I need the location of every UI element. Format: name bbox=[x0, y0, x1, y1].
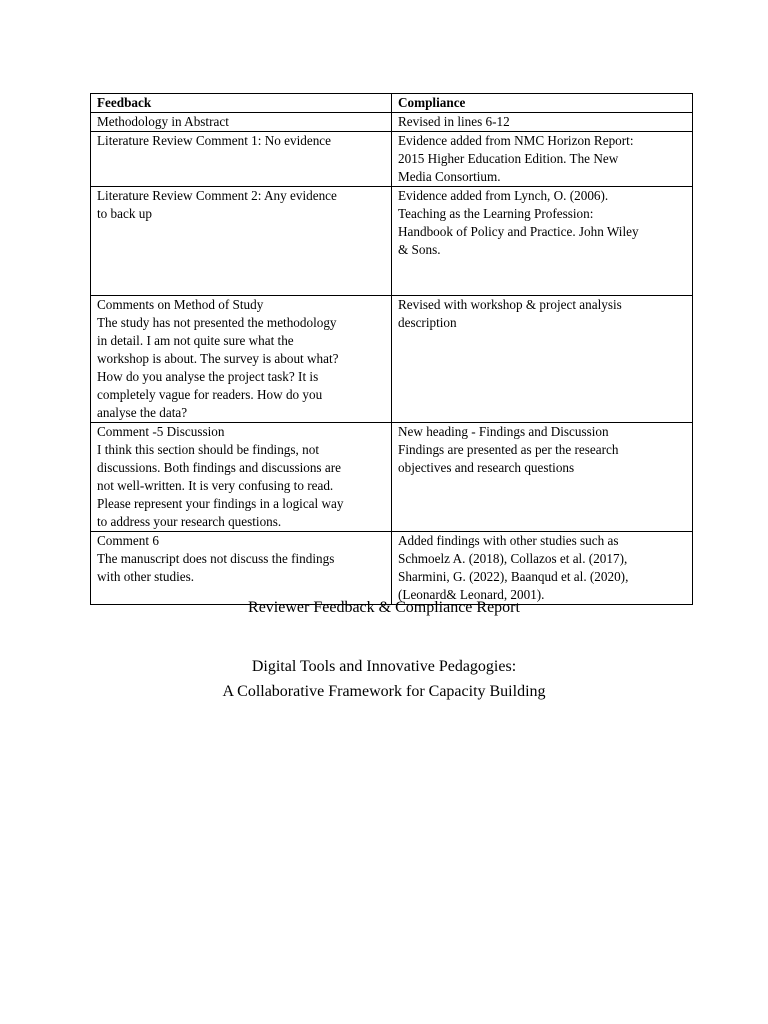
cell-line: The manuscript does not discuss the findings bbox=[97, 551, 335, 566]
cell-line: Media Consortium. bbox=[398, 169, 501, 184]
table-row bbox=[91, 532, 693, 605]
paper-title-line2: A Collaborative Framework for Capacity Building bbox=[222, 683, 546, 700]
feedback-cell bbox=[91, 113, 392, 132]
cell-line: workshop is about. The survey is about what? bbox=[97, 351, 339, 366]
feedback-compliance-table bbox=[90, 93, 693, 605]
cell-line: Added findings with other studies such as bbox=[398, 533, 619, 548]
feedback-cell bbox=[91, 187, 392, 296]
feedback-cell bbox=[91, 296, 392, 423]
paper-title-line1: Digital Tools and Innovative Pedagogies: bbox=[251, 658, 517, 675]
table-row bbox=[91, 113, 693, 132]
compliance-cell bbox=[392, 113, 693, 132]
feedback-cell bbox=[91, 532, 392, 605]
table-row bbox=[91, 187, 693, 296]
cell-line: description bbox=[398, 315, 457, 330]
feedback-cell bbox=[91, 132, 392, 187]
feedback-column-header: Feedback bbox=[91, 94, 392, 113]
cell-line: Literature Review Comment 1: No evidence bbox=[97, 133, 332, 148]
cell-line: I think this section should be findings, not bbox=[97, 442, 319, 457]
compliance-cell bbox=[392, 187, 693, 296]
table-row bbox=[91, 423, 693, 532]
cell-line: completely vague for readers. How do you bbox=[97, 387, 323, 402]
compliance-cell bbox=[392, 532, 693, 605]
cell-line: Teaching as the Learning Profession: bbox=[398, 206, 594, 221]
cell-line: The study has not presented the methodology bbox=[97, 315, 337, 330]
cell-line: Comments on Method of Study bbox=[97, 297, 264, 312]
cell-line: Revised in lines 6-12 bbox=[398, 114, 510, 129]
feedback-cell bbox=[91, 423, 392, 532]
cell-line: not well-written. It is very confusing to read. bbox=[97, 478, 334, 493]
cell-line: with other studies. bbox=[97, 569, 195, 584]
cell-line: Methodology in Abstract bbox=[97, 114, 229, 129]
cell-line: How do you analyse the project task? It is bbox=[97, 369, 319, 384]
cell-line: to address your research questions. bbox=[97, 514, 282, 529]
table-header-row bbox=[91, 94, 693, 113]
compliance-cell bbox=[392, 132, 693, 187]
cell-line: Handbook of Policy and Practice. John Wiley bbox=[398, 224, 639, 239]
cell-line: Comment 6 bbox=[97, 533, 159, 548]
compliance-column-header: Compliance bbox=[392, 94, 693, 113]
cell-line: (Leonard& Leonard, 2001). bbox=[398, 587, 545, 602]
cell-line: Evidence added from Lynch, O. (2006). bbox=[398, 188, 609, 203]
table-row bbox=[91, 132, 693, 187]
cell-line: Comment -5 Discussion bbox=[97, 424, 225, 439]
cell-line: Sharmini, G. (2022), Baanqud et al. (2020), bbox=[398, 569, 629, 584]
compliance-cell bbox=[392, 296, 693, 423]
cell-line: Revised with workshop & project analysis bbox=[398, 297, 622, 312]
cell-line: discussions. Both findings and discussions are bbox=[97, 460, 341, 475]
cell-line: analyse the data? bbox=[97, 405, 188, 420]
compliance-cell bbox=[392, 423, 693, 532]
cell-line: New heading - Findings and Discussion bbox=[398, 424, 609, 439]
cell-line: Evidence added from NMC Horizon Report: bbox=[398, 133, 634, 148]
cell-line: Please represent your findings in a logical way bbox=[97, 496, 344, 511]
cell-line: Findings are presented as per the research bbox=[398, 442, 619, 457]
cell-line: & Sons. bbox=[398, 242, 441, 257]
cell-line: to back up bbox=[97, 206, 152, 221]
cell-line: objectives and research questions bbox=[398, 460, 575, 475]
cell-line: in detail. I am not quite sure what the bbox=[97, 333, 294, 348]
cell-line: 2015 Higher Education Edition. The New bbox=[398, 151, 619, 166]
cell-line: Literature Review Comment 2: Any evidence bbox=[97, 188, 337, 203]
report-title: Reviewer Feedback & Compliance Report bbox=[248, 599, 520, 616]
table-row bbox=[91, 296, 693, 423]
cell-line: Schmoelz A. (2018), Collazos et al. (2017), bbox=[398, 551, 628, 566]
